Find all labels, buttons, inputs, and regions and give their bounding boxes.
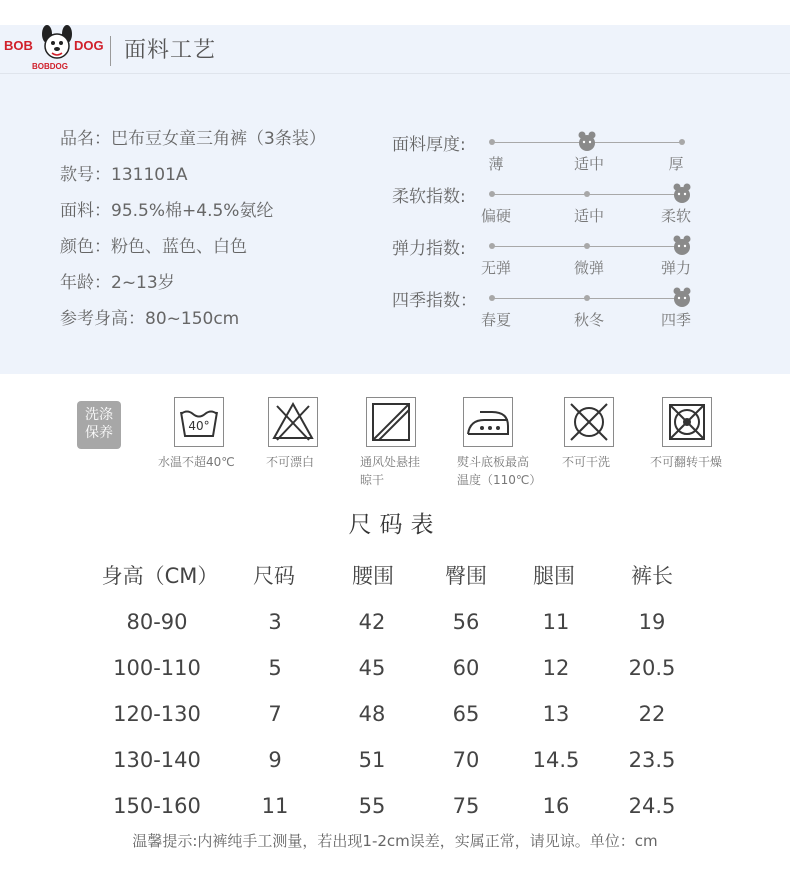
column-header: 身高（CM） [101, 564, 219, 588]
measurement-note: 温馨提示:内裤纯手工测量，若出现1-2cm误差，实属正常，请见谅。单位：cm [132, 832, 658, 850]
scale-label: 面料厚度: [392, 135, 466, 155]
scale-option: 柔软 [660, 207, 691, 225]
scale-softness [392, 178, 722, 230]
care-label: 不可漂白 [266, 455, 315, 469]
table-cell: 24.5 [628, 794, 676, 818]
scale-season [392, 282, 722, 334]
scale-thickness [392, 126, 722, 178]
no-bleach-icon [268, 397, 318, 447]
scale-option: 无弹 [480, 259, 511, 277]
table-row [0, 694, 790, 740]
header-divider [110, 36, 111, 66]
table-cell: 120-130 [113, 702, 201, 726]
table-cell: 22 [638, 702, 666, 726]
care-label: 不可干洗 [562, 455, 611, 469]
care-label: 熨斗底板最高 温度（110℃） [457, 455, 542, 487]
table-cell: 80-90 [126, 610, 188, 634]
scale-option: 适中 [573, 207, 604, 225]
wash-40-icon [174, 397, 224, 447]
scale-option: 厚 [668, 155, 684, 173]
table-cell: 11 [261, 794, 289, 818]
table-cell: 16 [542, 794, 570, 818]
table-cell: 7 [268, 702, 282, 726]
scale-dot [489, 295, 495, 301]
table-cell: 45 [358, 656, 386, 680]
scale-option: 微弹 [573, 259, 604, 277]
scale-option: 春夏 [480, 311, 511, 329]
table-cell: 150-160 [113, 794, 201, 818]
scale-dot [489, 191, 495, 197]
bear-marker-icon [672, 182, 692, 204]
table-row [0, 602, 790, 648]
dog-face-icon [40, 22, 74, 66]
scale-option: 秋冬 [573, 311, 604, 329]
scale-option: 弹力 [660, 259, 691, 277]
scale-dot [584, 295, 590, 301]
scale-label: 四季指数： [392, 291, 477, 311]
table-cell: 9 [268, 748, 282, 772]
column-header: 腰围 [352, 564, 394, 588]
info-row-color: 颜色：粉色、蓝色、白色 [60, 237, 247, 257]
table-cell: 20.5 [628, 656, 676, 680]
line-dry-shade-icon [366, 397, 416, 447]
scale-label: 柔软指数: [392, 187, 466, 207]
svg-text:40°: 40° [188, 419, 210, 433]
scale-dot [489, 139, 495, 145]
table-cell: 60 [452, 656, 480, 680]
care-item-tumble [650, 397, 723, 469]
table-cell: 70 [452, 748, 480, 772]
table-cell: 11 [542, 610, 570, 634]
info-row-name: 品名：巴布豆女童三角裤（3条装） [60, 129, 326, 149]
care-label: 水温不超40℃ [158, 455, 235, 469]
section-title: 面料工艺 [124, 38, 217, 63]
logo-subtext: BOBDOG [32, 62, 68, 71]
bear-marker-icon [577, 130, 597, 152]
scale-option: 适中 [573, 155, 604, 173]
bear-marker-icon [672, 286, 692, 308]
table-cell: 23.5 [628, 748, 676, 772]
table-cell: 5 [268, 656, 282, 680]
logo-text-left: BOB [4, 38, 33, 53]
table-header-row [0, 556, 790, 602]
scale-option: 薄 [488, 155, 504, 173]
table-cell: 13 [542, 702, 570, 726]
care-item-bleach [266, 397, 318, 469]
table-cell: 100-110 [113, 656, 201, 680]
table-cell: 130-140 [113, 748, 201, 772]
header-underline [0, 73, 790, 74]
info-row-style-no: 款号：131101A [60, 165, 188, 185]
table-cell: 42 [358, 610, 386, 634]
table-cell: 12 [542, 656, 570, 680]
size-table [0, 556, 790, 832]
care-label: 不可翻转干燥 [650, 455, 723, 469]
table-cell: 14.5 [532, 748, 580, 772]
table-cell: 55 [358, 794, 386, 818]
care-item-iron [457, 397, 542, 487]
table-cell: 56 [452, 610, 480, 634]
info-row-age: 年龄：2~13岁 [60, 273, 175, 293]
table-cell: 3 [268, 610, 282, 634]
scale-label: 弹力指数: [392, 239, 466, 259]
care-item-dry [360, 397, 421, 487]
table-cell: 51 [358, 748, 386, 772]
no-dry-clean-icon [564, 397, 614, 447]
column-header: 臀围 [445, 564, 487, 588]
scale-option: 四季 [660, 311, 691, 329]
scale-dot [679, 139, 685, 145]
care-badge: 洗涤 保养 [77, 401, 121, 449]
table-cell: 48 [358, 702, 386, 726]
scale-dot [584, 191, 590, 197]
care-item-dryclean [562, 397, 614, 469]
care-label: 通风处悬挂 晾干 [360, 455, 421, 487]
column-header: 腿围 [533, 564, 575, 588]
scale-dot [489, 243, 495, 249]
table-row [0, 786, 790, 832]
scale-option: 偏硬 [480, 207, 511, 225]
scale-elasticity [392, 230, 722, 282]
size-chart-title: 尺码表 [348, 512, 442, 538]
brand-logo [4, 22, 104, 74]
table-row [0, 648, 790, 694]
info-row-height: 参考身高：80~150cm [60, 309, 240, 329]
table-row [0, 740, 790, 786]
table-cell: 75 [452, 794, 480, 818]
bear-marker-icon [672, 234, 692, 256]
no-tumble-dry-icon [662, 397, 712, 447]
product-info-list [60, 126, 326, 342]
table-cell: 19 [638, 610, 666, 634]
table-cell: 65 [452, 702, 480, 726]
scale-dot [584, 243, 590, 249]
column-header: 裤长 [631, 564, 673, 588]
iron-low-icon [463, 397, 513, 447]
care-item-wash [158, 397, 235, 469]
info-row-fabric: 面料：95.5%棉+4.5%氨纶 [60, 201, 274, 221]
logo-text-right: DOG [74, 38, 104, 53]
column-header: 尺码 [253, 564, 295, 588]
